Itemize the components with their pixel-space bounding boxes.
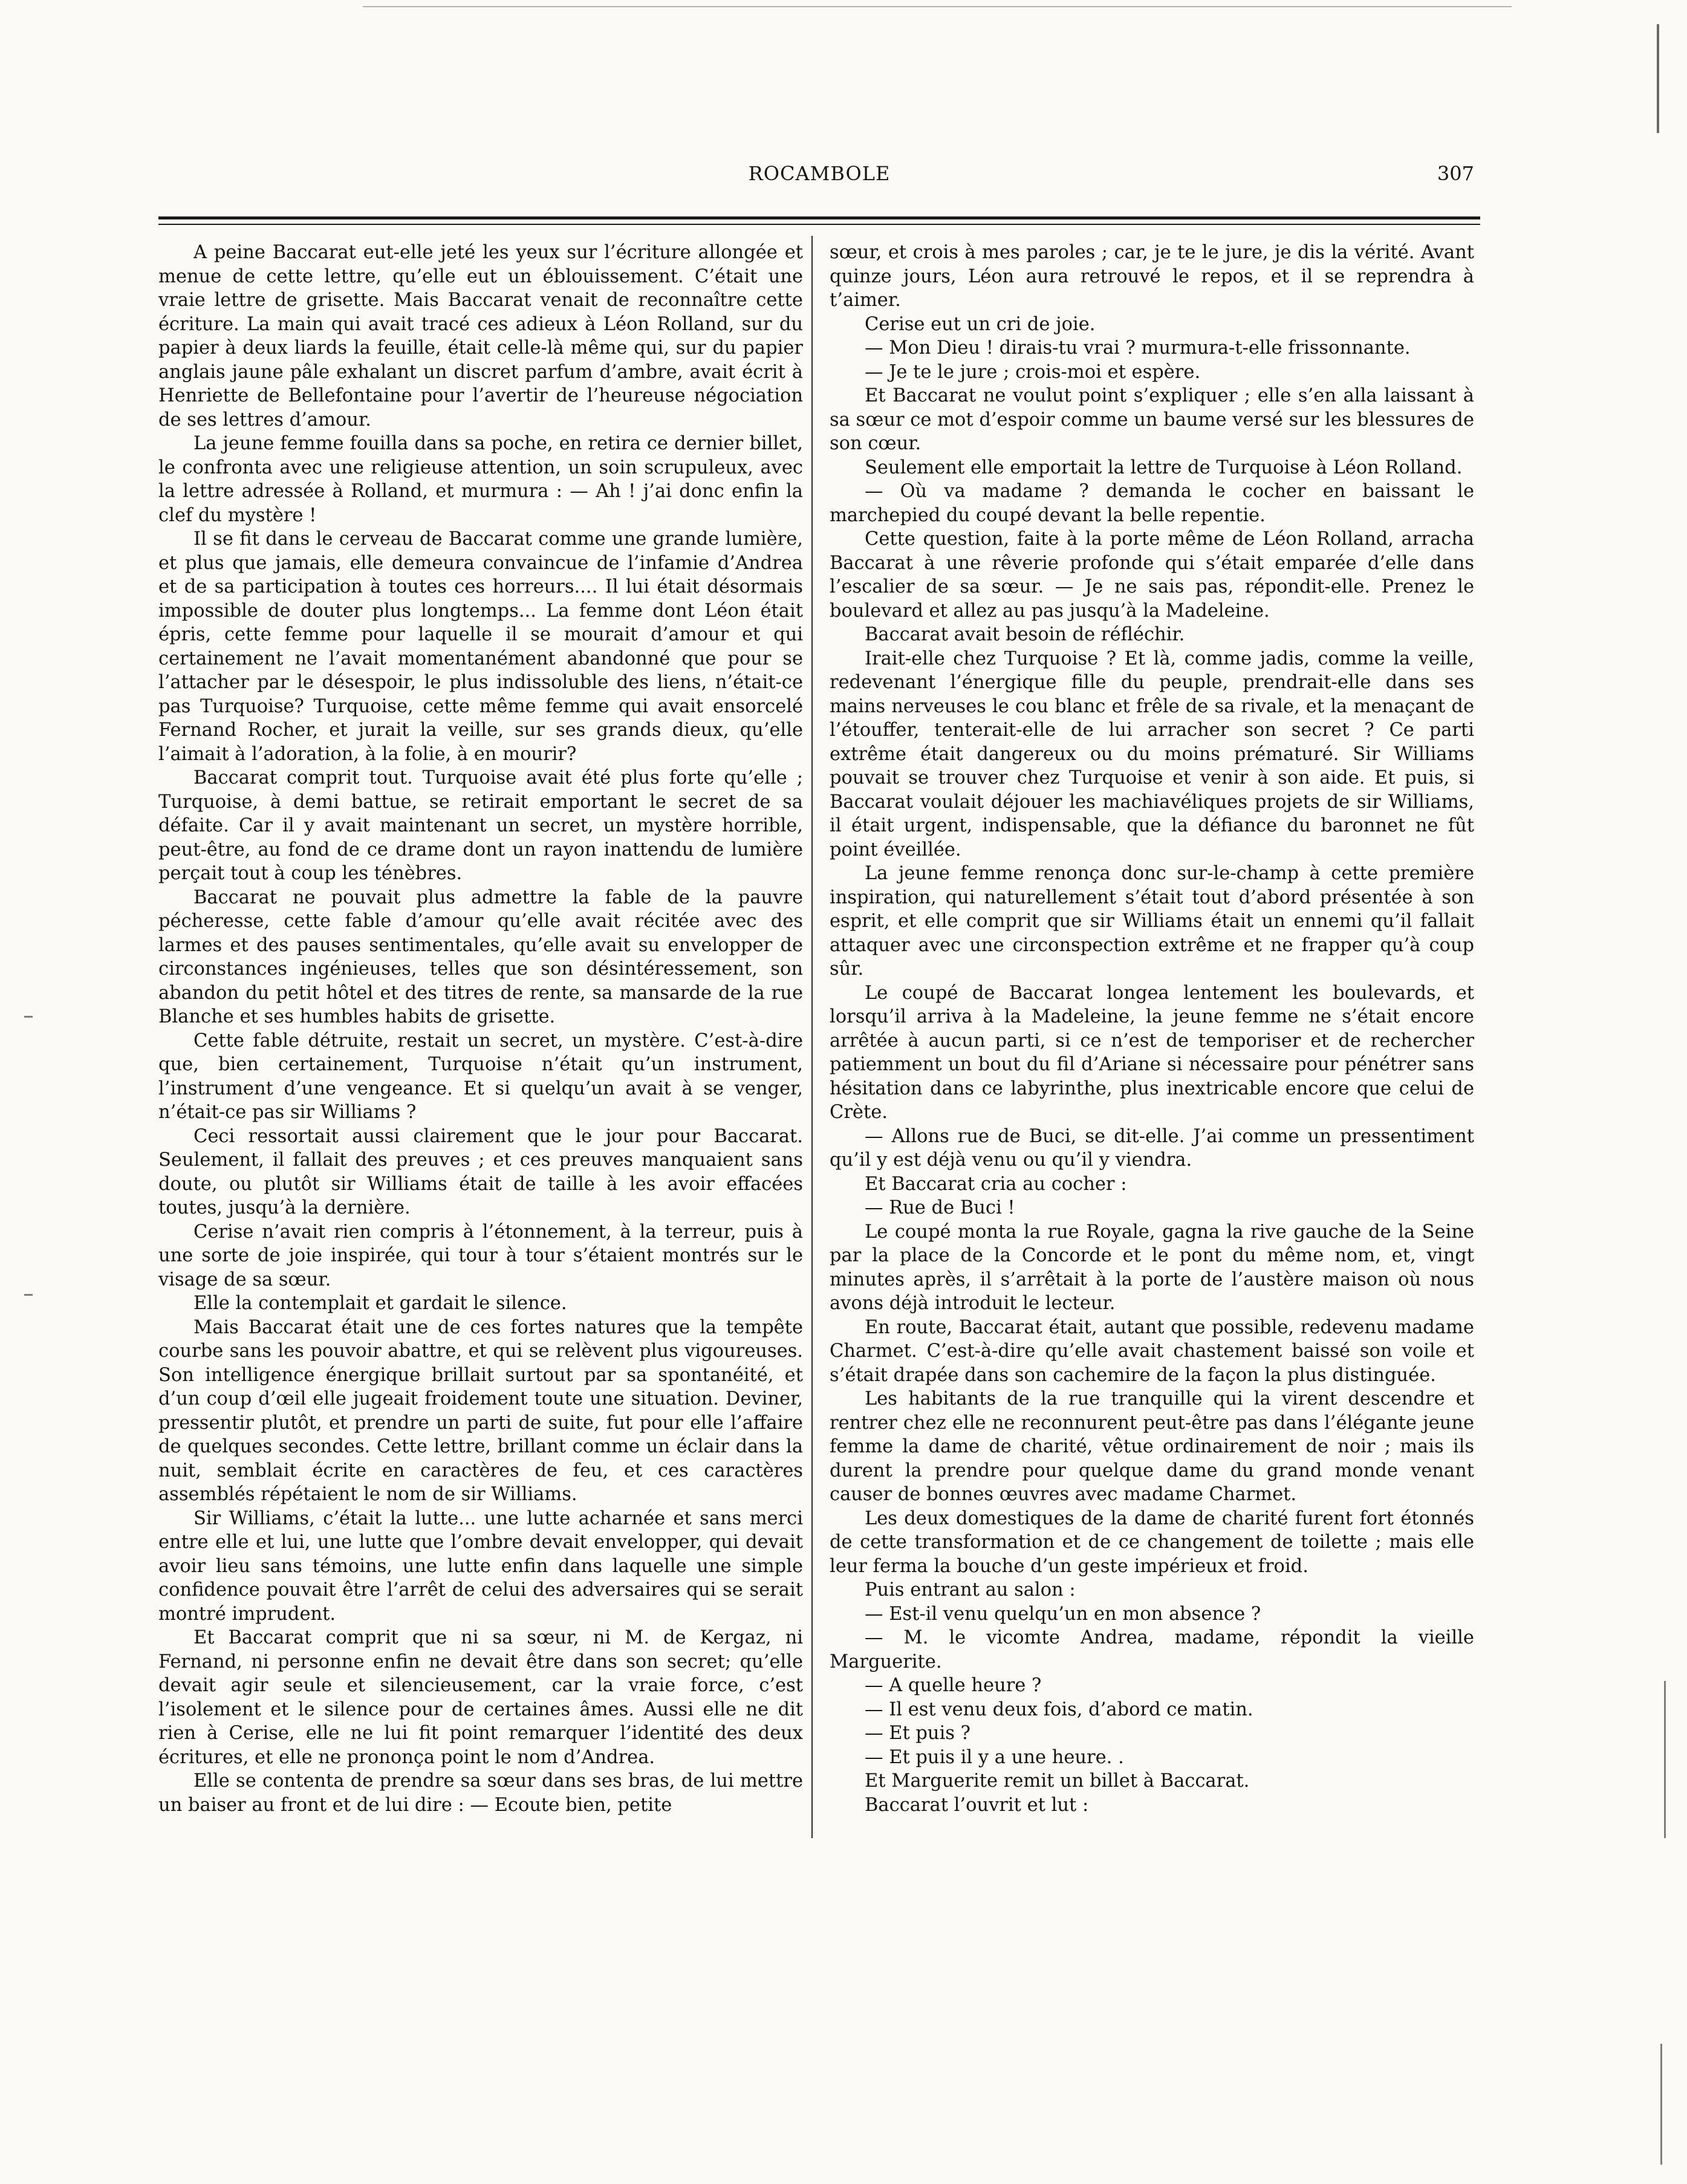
paragraph: Mais Baccarat était une de ces fortes natures que la tempête courbe sans les pouvoir abattre, et qui se relèvent plus vigoureuses. Son intelligence énergique brillait surtout par sa spontanéité, et d’un coup d’œil elle jugeait froidement toute une situation. Deviner, pressentir plutôt, et prendre un parti de suite, fut pour elle l’affaire de quelques secondes. Cette lettre, brillant comme un éclair dans la nuit, semblait écrite en caractères de feu, et ces caractères assemblés répétaient le nom de sir Williams. (158, 1316, 803, 1505)
paragraph: — Je te le jure ; crois-moi et espère. (865, 361, 1201, 383)
paragraph: Et Baccarat ne voulut point s’expliquer ; elle s’en alla laissant à sa sœur ce mot d’espoir comme un baume versé sur les blessures de son cœur. (830, 385, 1474, 454)
paragraph: sœur, et crois à mes paroles ; car, je te le jure, je dis la vérité. Avant quinze jours, Léon aura retrouvé le repos, et il se reprendra à t’aimer. (830, 242, 1474, 311)
paragraph: — Il est venu deux fois, d’abord ce matin. (865, 1698, 1253, 1720)
paragraph: La jeune femme fouilla dans sa poche, en retira ce dernier billet, le confronta avec une religieuse attention, un soin scrupuleux, avec la lettre adressée à Rolland, et murmura : — Ah ! j’ai donc enfin la clef du mystère ! (158, 433, 803, 526)
scan-edge-mark (24, 1016, 33, 1018)
left-column (158, 241, 803, 1817)
paragraph: — Allons rue de Buci, se dit-elle. J’ai comme un pressentiment qu’il y est déjà venu ou qu’il y viendra. (830, 1125, 1474, 1171)
paragraph: Ceci ressortait aussi clairement que le jour pour Baccarat. Seulement, il fallait des preuves ; et ces preuves manquaient sans doute, ou plutôt sir Williams était de taille à les avoir effacées toutes, jusqu’à la dernière. (158, 1125, 803, 1218)
paragraph: — Est-il venu quelqu’un en mon absence ? (865, 1603, 1261, 1625)
paragraph: Elle la contemplait et gardait le silence. (193, 1293, 567, 1314)
scan-edge-mark (1657, 24, 1659, 133)
paragraph: Elle se contenta de prendre sa sœur dans ses bras, de lui mettre un baiser au front et de lui dire : — Ecoute bien, petite (158, 1770, 803, 1816)
paragraph: Et Baccarat comprit que ni sa sœur, ni M. de Kergaz, ni Fernand, ni personne enfin ne devait être dans son secret; qu’elle devait agir seule et silencieusement, car la vraie force, c’est l’isolement et le silence pour de certaines âmes. Aussi elle ne dit rien à Cerise, elle ne lui fit point remarquer l’identité des deux écritures, et elle ne prononça point le nom d’Andrea. (158, 1627, 803, 1768)
paragraph: — Où va madame ? demanda le cocher en baissant le marchepied du coupé devant la belle repentie. (830, 481, 1474, 526)
column-divider (811, 236, 813, 1838)
paragraph: Le coupé de Baccarat longea lentement les boulevards, et lorsqu’il arriva à la Madeleine, la jeune femme ne s’était encore arrêtée à aucun parti, si ce n’est de temporiser et de rechercher patiemment un bout du fil d’Ariane si nécessaire pour pénétrer sans hésitation dans ce labyrinthe, plus inextricable encore que celui de Crète. (830, 982, 1474, 1123)
paragraph: Cette question, faite à la porte même de Léon Rolland, arracha Baccarat à une rêverie profonde qui s’était emparée d’elle dans l’escalier de sa sœur. — Je ne sais pas, répondit-elle. Prenez le boulevard et allez au pas jusqu’à la Madeleine. (830, 528, 1474, 622)
paragraph: Les deux domestiques de la dame de charité furent fort étonnés de cette transformation et de ce changement de toilette ; mais elle leur ferma la bouche d’un geste impérieux et froid. (830, 1507, 1474, 1577)
paragraph: Baccarat l’ouvrit et lut : (865, 1794, 1089, 1816)
paragraph: Baccarat ne pouvait plus admettre la fable de la pauvre pécheresse, cette fable d’amour qu’elle avait récitée avec des larmes et des pauses sentimentales, qu’elle avait su envelopper de circonstances ingénieuses, telles que son désintéressement, son abandon du petit hôtel et des titres de rente, sa mansarde de la rue Blanche et ses humbles habits de grisette. (158, 886, 803, 1027)
paragraph: La jeune femme renonça donc sur-le-champ à cette première inspiration, qui naturellement s’était tout d’abord présentée à son esprit, et elle comprit que sir Williams était un ennemi qu’il fallait attaquer avec une circonspection extrême et ne frapper qu’à coup sûr. (830, 863, 1474, 980)
running-title: ROCAMBOLE (748, 162, 891, 185)
paragraph: — A quelle heure ? (865, 1675, 1042, 1696)
paragraph: Seulement elle emportait la lettre de Turquoise à Léon Rolland. (865, 457, 1463, 478)
paragraph: — Et puis ? (865, 1723, 971, 1744)
paragraph: — M. le vicomte Andrea, madame, répondit la vieille Marguerite. (830, 1627, 1474, 1672)
paragraph: Et Baccarat cria au cocher : (865, 1173, 1127, 1195)
paragraph: Baccarat comprit tout. Turquoise avait été plus forte qu’elle ; Turquoise, à demi battue, se retirait emportant le secret de sa défaite. Car il y avait maintenant un secret, un mystère horrible, peut-être, au fond de ce drame dont un rayon inattendu de lumière perçait tout à coup les ténèbres. (158, 767, 803, 884)
paragraph: A peine Baccarat eut-elle jeté les yeux sur l’écriture allongée et menue de cette lettre, qu’elle eut un éblouissement. C’était une vraie lettre de grisette. Mais Baccarat venait de reconnaître cette écriture. La main qui avait tracé ces adieux à Léon Rolland, sur du papier à deux liards la feuille, était celle-là même qui, sur du papier anglais jaune pâle exhalant un discret parfum d’ambre, avait écrit à Henriette de Bellefontaine pour l’avertir de l’heureuse négociation de ses lettres d’amour. (158, 242, 803, 431)
scan-edge-mark (24, 1294, 33, 1296)
paragraph: Sir Williams, c’était la lutte... une lutte acharnée et sans merci entre elle et lui, une lutte que l’ombre devait envelopper, qui devait avoir lieu sans témoins, une lutte enfin dans laquelle une simple confidence pouvait être l’arrêt de celui des adversaires qui se serait montré imprudent. (158, 1507, 803, 1625)
paragraph: Puis entrant au salon : (865, 1579, 1076, 1601)
paragraph: — Et puis il y a une heure. . (865, 1746, 1124, 1768)
paragraph: Cette fable détruite, restait un secret, un mystère. C’est-à-dire que, bien certainement, Turquoise n’était qu’un instrument, l’instrument d’une vengeance. Et si quelqu’un avait à se venger, n’était-ce pas sir Williams ? (158, 1030, 803, 1123)
paragraph: — Mon Dieu ! dirais-tu vrai ? murmura-t-elle frissonnante. (865, 337, 1411, 359)
scan-edge-mark (363, 6, 1512, 7)
header-rule-thick (158, 216, 1480, 219)
header-rule-thin (158, 224, 1480, 225)
paragraph: Irait-elle chez Turquoise ? Et là, comme jadis, comme la veille, redevenant l’énergique fille du peuple, prendrait-elle dans ses mains nerveuses le cou blanc et frêle de sa rivale, et la menaçant de l’étouffer, tenterait-elle de lui arracher son secret ? Ce parti extrême était dangereux ou du moins prématuré. Sir Williams pouvait se trouver chez Turquoise et venir à son aide. Et puis, si Baccarat voulait déjouer les machiavéliques projets de sir Williams, il était urgent, indispensable, que la défiance du baronnet ne fût point éveillée. (830, 648, 1474, 860)
page-number: 307 (1437, 162, 1474, 185)
scan-edge-mark (1660, 2044, 1662, 2165)
paragraph: Le coupé monta la rue Royale, gagna la rive gauche de la Seine par la place de la Concorde et le pont du même nom, et, vingt minutes après, il s’arrêtait à la porte de l’austère maison où nous avons déjà introduit le lecteur. (830, 1221, 1474, 1314)
paragraph: Les habitants de la rue tranquille qui la virent descendre et rentrer chez elle ne reconnurent peut-être pas dans l’élégante jeune femme la dame de charité, vêtue ordinairement de noir ; mais ils durent la prendre pour quelque dame du grand monde venant causer de bonnes œuvres avec madame Charmet. (830, 1388, 1474, 1505)
paragraph: Il se fit dans le cerveau de Baccarat comme une grande lumière, et plus que jamais, elle demeura convaincue de l’infamie d’Andrea et de sa participation à toutes ces horreurs.... Il lui était désormais impossible de douter plus longtemps... La femme dont Léon était épris, cette femme pour laquelle il se mourait d’amour et qui certainement ne l’avait momentanément abandonné que pour se l’attacher par le désespoir, le plus indissoluble des liens, n’était-ce pas Turquoise? Turquoise, cette même femme qui avait ensorcelé Fernand Rocher, et jurait la veille, sur ses grands dieux, qu’elle l’aimait à l’adoration, à la folie, à en mourir? (158, 528, 803, 765)
paragraph: Et Marguerite remit un billet à Baccarat. (865, 1770, 1250, 1792)
paragraph: — Rue de Buci ! (865, 1197, 1015, 1218)
paragraph: Cerise n’avait rien compris à l’étonnement, à la terreur, puis à une sorte de joie inspirée, qui tour à tour s’étaient montrés sur le visage de sa sœur. (158, 1221, 803, 1290)
paragraph: En route, Baccarat était, autant que possible, redevenu madame Charmet. C’est-à-dire qu’elle avait chastement baissé son voile et s’était drapée dans son cachemire de la façon la plus distinguée. (830, 1316, 1474, 1386)
scan-edge-mark (1664, 1681, 1666, 1838)
paragraph: Baccarat avait besoin de réfléchir. (865, 624, 1185, 645)
page-header (158, 162, 1480, 192)
paragraph: Cerise eut un cri de joie. (865, 313, 1096, 335)
right-column (830, 241, 1474, 1817)
